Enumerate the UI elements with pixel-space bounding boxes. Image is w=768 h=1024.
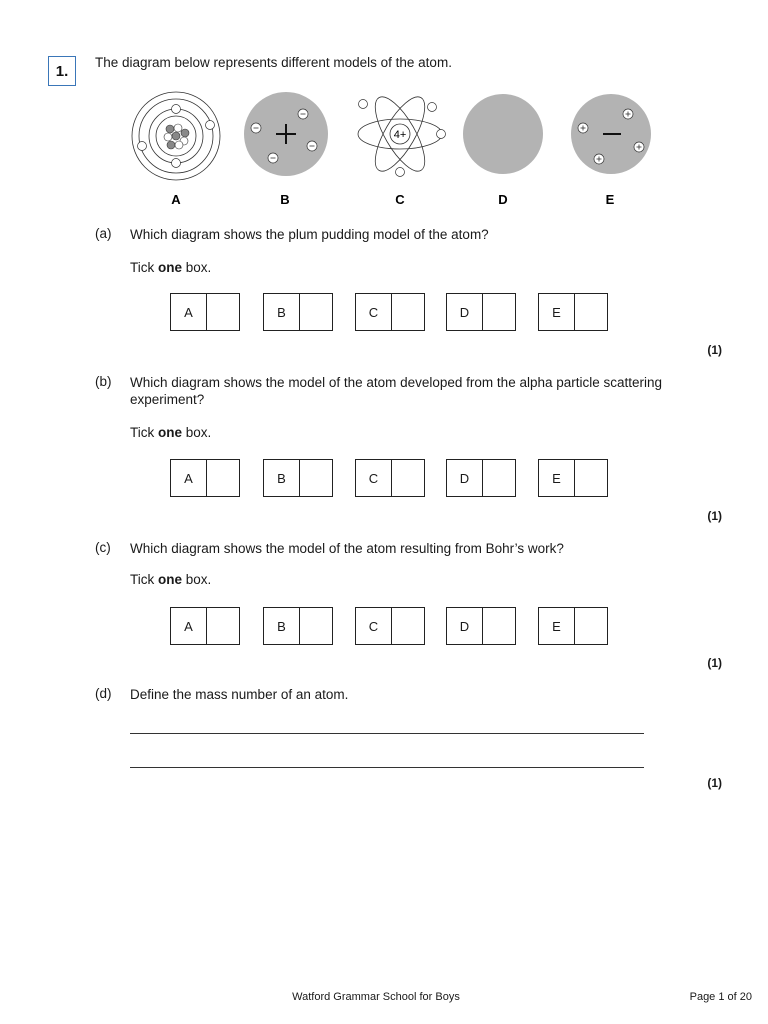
part-a-marks: (1) [707, 343, 722, 357]
diagram-label-d: D [498, 192, 508, 207]
part-c-marks: (1) [707, 656, 722, 670]
footer-school: Watford Grammar School for Boys [292, 991, 460, 1003]
part-b-marks: (1) [707, 509, 722, 523]
qb-box-d: D [446, 459, 516, 497]
part-b-instruction: Tick one box. [130, 425, 212, 440]
qa-box-a: A [170, 293, 240, 331]
qb-box-e: E [538, 459, 608, 497]
qa-answer-b[interactable] [300, 294, 332, 330]
part-c-question: Which diagram shows the model of the atom resulting from Bohr’s work? [130, 541, 564, 556]
diagram-label-a: A [171, 192, 181, 207]
answer-line-2[interactable] [130, 767, 644, 768]
qc-box-b: B [263, 607, 333, 645]
qa-box-b: B [263, 293, 333, 331]
qa-answer-e[interactable] [575, 294, 607, 330]
qb-answer-c[interactable] [392, 460, 424, 496]
qa-answer-d[interactable] [483, 294, 515, 330]
part-c-letter: (c) [95, 540, 111, 555]
diagram-label-b: B [280, 192, 290, 207]
qc-answer-c[interactable] [392, 608, 424, 644]
part-d-letter: (d) [95, 686, 112, 701]
qc-answer-e[interactable] [575, 608, 607, 644]
qa-box-c: C [355, 293, 425, 331]
qa-answer-c[interactable] [392, 294, 424, 330]
part-b-tick-boxes [170, 459, 610, 499]
qb-box-b: B [263, 459, 333, 497]
diagram-c-nucleus-label: 4+ [393, 129, 407, 141]
part-d-marks: (1) [707, 776, 722, 790]
qb-answer-a[interactable] [207, 460, 239, 496]
diagram-c [358, 90, 446, 178]
part-c-instruction: Tick one box. [130, 572, 212, 587]
part-a-instruction: Tick one box. [130, 260, 212, 275]
qc-box-a: A [170, 607, 240, 645]
qa-box-e: E [538, 293, 608, 331]
qc-box-c: C [355, 607, 425, 645]
qc-box-d: D [446, 607, 516, 645]
qc-answer-b[interactable] [300, 608, 332, 644]
part-d-question: Define the mass number of an atom. [130, 687, 349, 702]
diagram-b [244, 92, 328, 176]
qc-answer-a[interactable] [207, 608, 239, 644]
footer-page-number: Page 1 of 20 [689, 991, 752, 1003]
diagram-label-e: E [605, 192, 615, 207]
qb-box-a: A [170, 459, 240, 497]
part-b-question: Which diagram shows the model of the atom developed from the alpha particle scattering experiment? [130, 375, 663, 407]
qc-box-e: E [538, 607, 608, 645]
part-a-letter: (a) [95, 226, 112, 241]
diagram-e [571, 94, 651, 174]
question-stem: The diagram below represents different models of the atom. [95, 55, 452, 70]
atom-models-diagram [125, 86, 665, 211]
qa-answer-a[interactable] [207, 294, 239, 330]
part-a-tick-boxes [170, 293, 610, 333]
qa-box-d: D [446, 293, 516, 331]
part-c-tick-boxes [170, 607, 610, 647]
diagram-d [463, 94, 543, 174]
question-number: 1. [48, 56, 76, 86]
qb-answer-b[interactable] [300, 460, 332, 496]
answer-line-1[interactable] [130, 733, 644, 734]
qc-answer-d[interactable] [483, 608, 515, 644]
diagram-label-c: C [395, 192, 405, 207]
part-a-question: Which diagram shows the plum pudding model of the atom? [130, 227, 489, 242]
diagram-a [132, 92, 220, 180]
part-b-letter: (b) [95, 374, 112, 389]
qb-answer-e[interactable] [575, 460, 607, 496]
qb-answer-d[interactable] [483, 460, 515, 496]
qb-box-c: C [355, 459, 425, 497]
